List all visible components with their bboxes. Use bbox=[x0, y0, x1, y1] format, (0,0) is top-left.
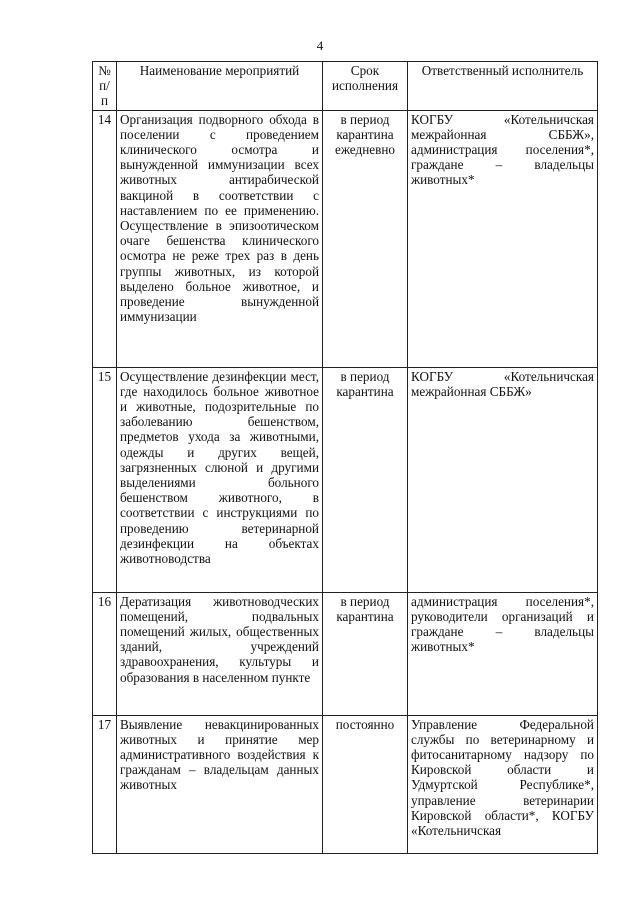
row-name: Организация подворного обхода в поселении с проведением клинического осмотра и вынужденной иммунизации всех животных антирабической вакциной в соответствии с наставлением по ее применению. Осуществление в эпизоотическом очаге бешенства клинического осмотра не реже трех раз в день группы животных, из которой выделено больное животное, и проведение вынужденной иммунизации bbox=[117, 110, 323, 367]
table-header-row bbox=[93, 62, 598, 111]
row-responsible: КОГБУ «Котельничская межрайонная СББЖ» bbox=[408, 367, 598, 592]
table-row bbox=[93, 592, 598, 715]
row-term: постоянно bbox=[323, 715, 408, 853]
row-name: Выявление невакцинированных животных и принятие мер административного воздействия к гражданам – владельцам данных животных bbox=[117, 715, 323, 853]
row-term: в период карантина bbox=[323, 592, 408, 715]
row-responsible: Управление Федеральной службы по ветеринарному и фитосанитарному надзору по Кировской области и Удмуртской Республике*, управление ветеринарии Кировской области*, КОГБУ «Котельничская bbox=[408, 715, 598, 853]
header-responsible: Ответственный исполнитель bbox=[408, 62, 598, 111]
table-row bbox=[93, 715, 598, 853]
row-responsible: администрация поселения*, руководители организаций и граждане – владельцы животных* bbox=[408, 592, 598, 715]
header-name: Наименование мероприятий bbox=[117, 62, 323, 111]
page-number: 4 bbox=[316, 38, 324, 53]
row-term: в период карантина ежедневно bbox=[323, 110, 408, 367]
table-row bbox=[93, 367, 598, 592]
events-table bbox=[92, 61, 598, 854]
row-responsible: КОГБУ «Котельничская межрайонная СББЖ», администрация поселения*, граждане – владельцы животных* bbox=[408, 110, 598, 367]
row-name: Осуществление дезинфекции мест, где находилось больное животное и животные, подозрительные по заболеванию бешенством, предметов ухода за животными, одежды и других вещей, загрязненных слюной и другими выделениями больного бешенством животного, в соответствии с инструкциями по проведению ветеринарной дезинфекции на объектах животноводства bbox=[117, 367, 323, 592]
header-term: Срок исполнения bbox=[323, 62, 408, 111]
header-num: № п/п bbox=[93, 62, 117, 111]
row-num: 14 bbox=[93, 110, 117, 367]
row-num: 16 bbox=[93, 592, 117, 715]
row-num: 17 bbox=[93, 715, 117, 853]
row-term: в период карантина bbox=[323, 367, 408, 592]
table-row bbox=[93, 110, 598, 367]
row-num: 15 bbox=[93, 367, 117, 592]
row-name: Дератизация животноводческих помещений, подвальных помещений жилых, общественных зданий, учреждений здравоохранения, культуры и образования в населенном пункте bbox=[117, 592, 323, 715]
